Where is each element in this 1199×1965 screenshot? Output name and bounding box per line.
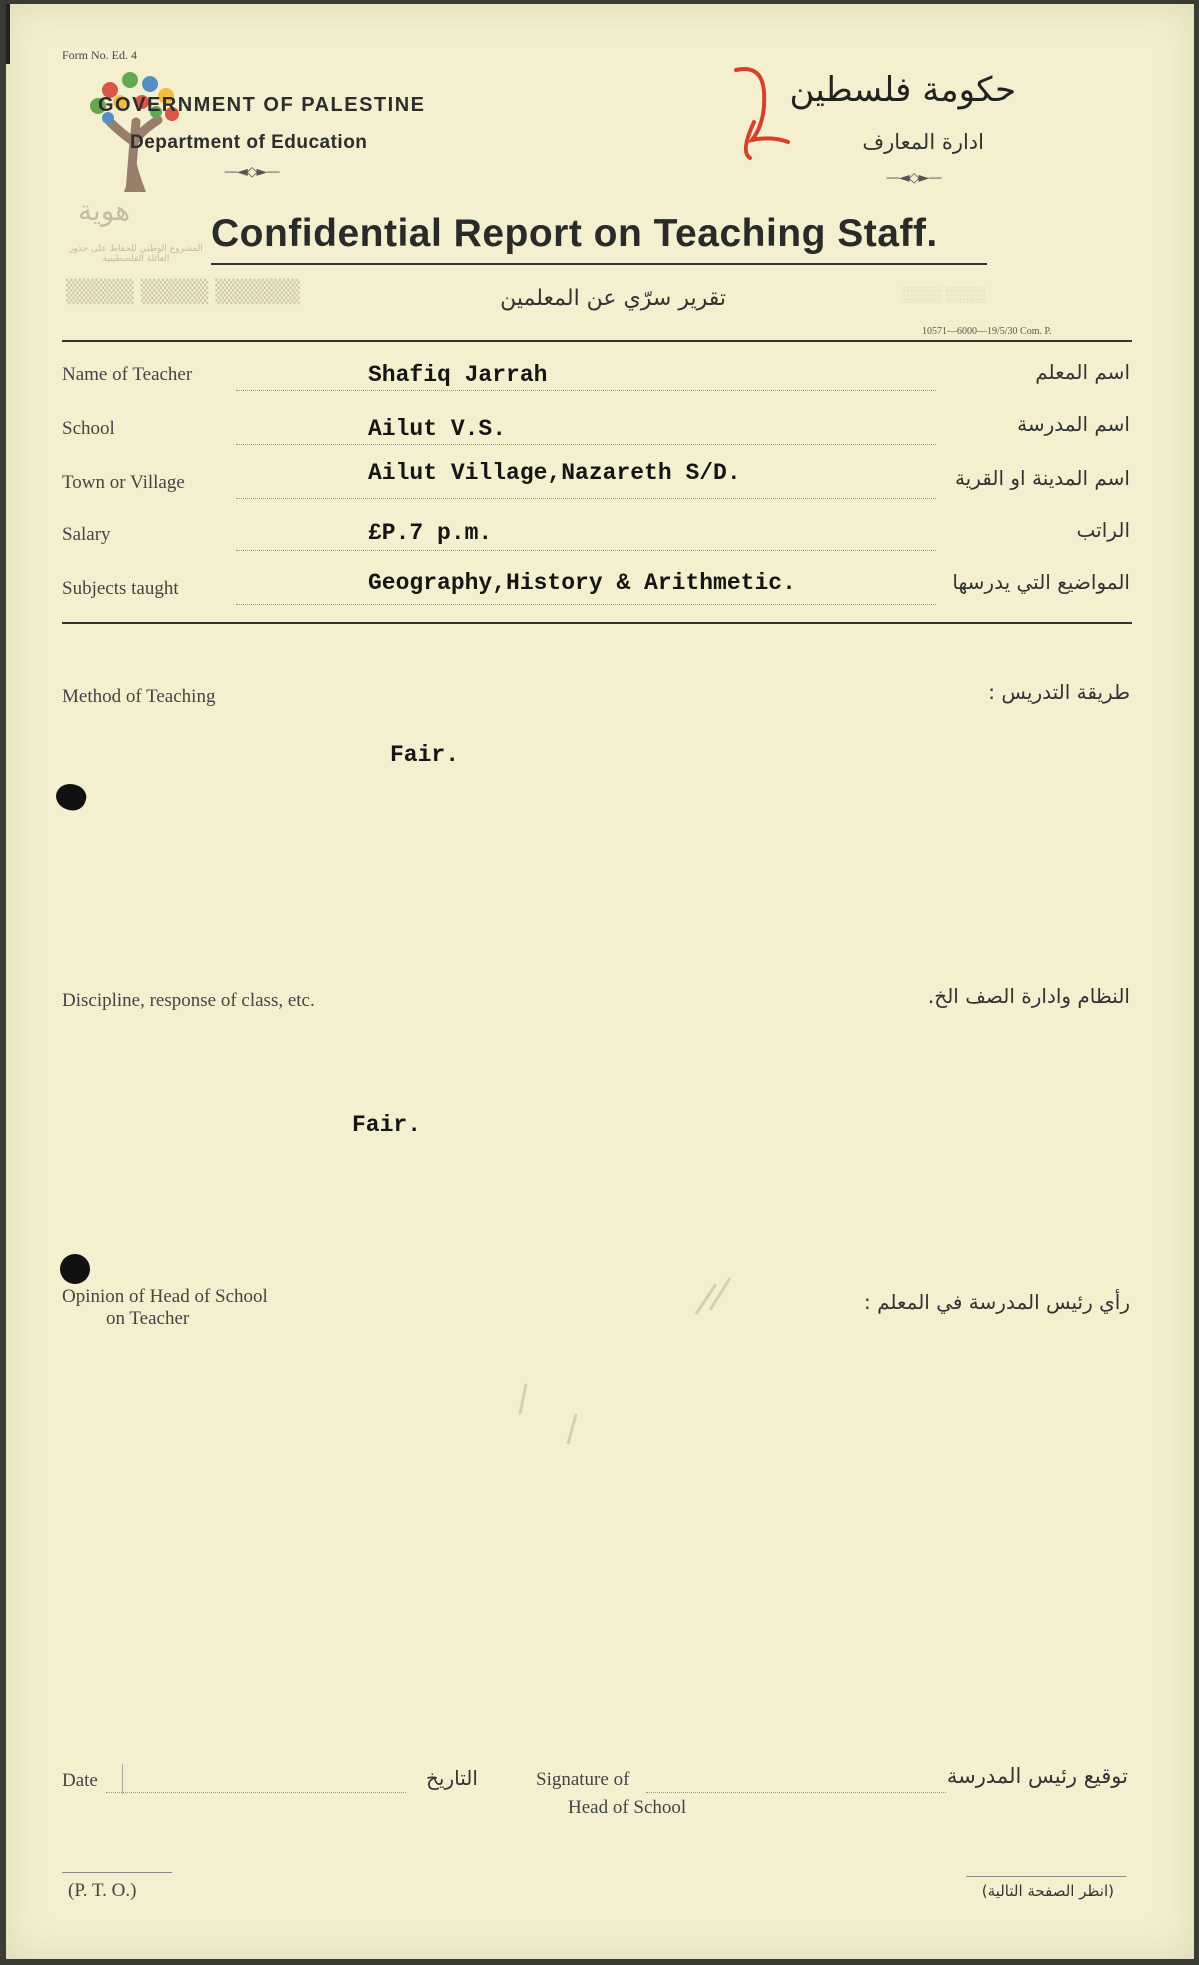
pto-rule <box>62 1872 172 1873</box>
label-pto: (P. T. O.) <box>68 1880 137 1901</box>
watermark-caption: المشروع الوطني للحفاظ على جذور العائلة الفلسطينية <box>69 244 203 264</box>
faint-pencil-marks-icon <box>506 1264 766 1464</box>
government-heading-en: GOVERNMENT OF PALESTINE <box>98 94 426 116</box>
form-number: Form No. Ed. 4 <box>62 48 137 62</box>
value-town-or-village: Ailut Village,Nazareth S/D. <box>368 460 741 486</box>
page-title-ar: تقرير سرّي عن المعلمين <box>500 286 726 311</box>
dotted-line <box>646 1792 946 1793</box>
ink-blot <box>60 1254 90 1284</box>
watermark-logo-icon <box>80 62 190 192</box>
label-opinion: Opinion of Head of School <box>62 1286 268 1307</box>
label-opinion-line2: on Teacher <box>106 1308 190 1329</box>
government-heading-ar: حكومة فلسطين <box>789 70 1016 110</box>
label-name-of-teacher-ar: اسم المعلم <box>1035 360 1130 384</box>
ink-blot <box>52 780 89 815</box>
divider-middle <box>62 622 1132 624</box>
title-underline <box>211 263 987 265</box>
dotted-line <box>236 604 936 605</box>
label-date-ar: التاريخ <box>426 1766 478 1790</box>
label-school: School <box>62 418 115 439</box>
department-heading-ar: ادارة المعارف <box>862 130 984 154</box>
divider-top <box>62 340 1132 342</box>
value-method-of-teaching: Fair. <box>390 742 460 768</box>
label-discipline: Discipline, response of class, etc. <box>62 990 315 1011</box>
red-handwritten-mark-icon <box>732 62 792 162</box>
pto-ar-rule <box>966 1876 1126 1877</box>
page-title: Confidential Report on Teaching Staff. <box>211 212 938 255</box>
dotted-line <box>236 550 936 551</box>
dotted-line <box>236 498 936 499</box>
date-tick <box>122 1764 123 1794</box>
faded-bleed-text-right: ░░░░ ░░░░ <box>902 288 985 303</box>
dotted-line <box>106 1792 406 1793</box>
department-heading-en: Department of Education <box>130 132 368 153</box>
label-town-or-village-ar: اسم المدينة او القرية <box>954 466 1130 490</box>
value-salary: £P.7 p.m. <box>368 520 493 546</box>
label-town-or-village: Town or Village <box>62 472 185 493</box>
value-school: Ailut V.S. <box>368 416 507 442</box>
label-method-of-teaching: Method of Teaching <box>62 686 216 707</box>
label-date: Date <box>62 1770 98 1791</box>
value-name-of-teacher: Shafiq Jarrah <box>368 362 548 388</box>
edge-shadow <box>6 4 10 64</box>
label-subjects-taught-ar: المواضيع التي يدرسها <box>952 570 1130 594</box>
label-salary-ar: الراتب <box>1076 518 1130 542</box>
label-pto-ar: (انظر الصفحة التالية) <box>981 1882 1114 1900</box>
label-name-of-teacher: Name of Teacher <box>62 364 193 385</box>
dotted-line <box>236 444 936 445</box>
label-method-of-teaching-ar: طريقة التدريس : <box>988 680 1130 704</box>
label-signature-ar: توقيع رئيس المدرسة <box>946 1764 1128 1788</box>
form-print-code: 10571—6000—19/5/30 Com. P. <box>922 326 1052 337</box>
value-subjects-taught: Geography,History & Arithmetic. <box>368 570 796 596</box>
watermark-text: هوية <box>78 194 131 227</box>
label-discipline-ar: النظام وادارة الصف الخ. <box>927 984 1130 1008</box>
dotted-line <box>236 390 936 391</box>
ornament-left: —◄◇►— <box>224 164 280 180</box>
document-page <box>6 4 1194 1959</box>
label-signature: Signature of <box>536 1769 630 1790</box>
label-school-ar: اسم المدرسة <box>1017 412 1130 436</box>
label-salary: Salary <box>62 524 111 545</box>
label-opinion-ar: رأي رئيس المدرسة في المعلم : <box>863 1290 1130 1314</box>
ornament-right: —◄◇►— <box>886 170 942 186</box>
faded-bleed-text-left: ▒▒▒▒▒ ▒▒▒▒ ▒▒▒▒ <box>66 280 300 305</box>
label-head-of-school: Head of School <box>568 1797 687 1818</box>
value-discipline: Fair. <box>352 1112 422 1138</box>
label-subjects-taught: Subjects taught <box>62 578 179 599</box>
